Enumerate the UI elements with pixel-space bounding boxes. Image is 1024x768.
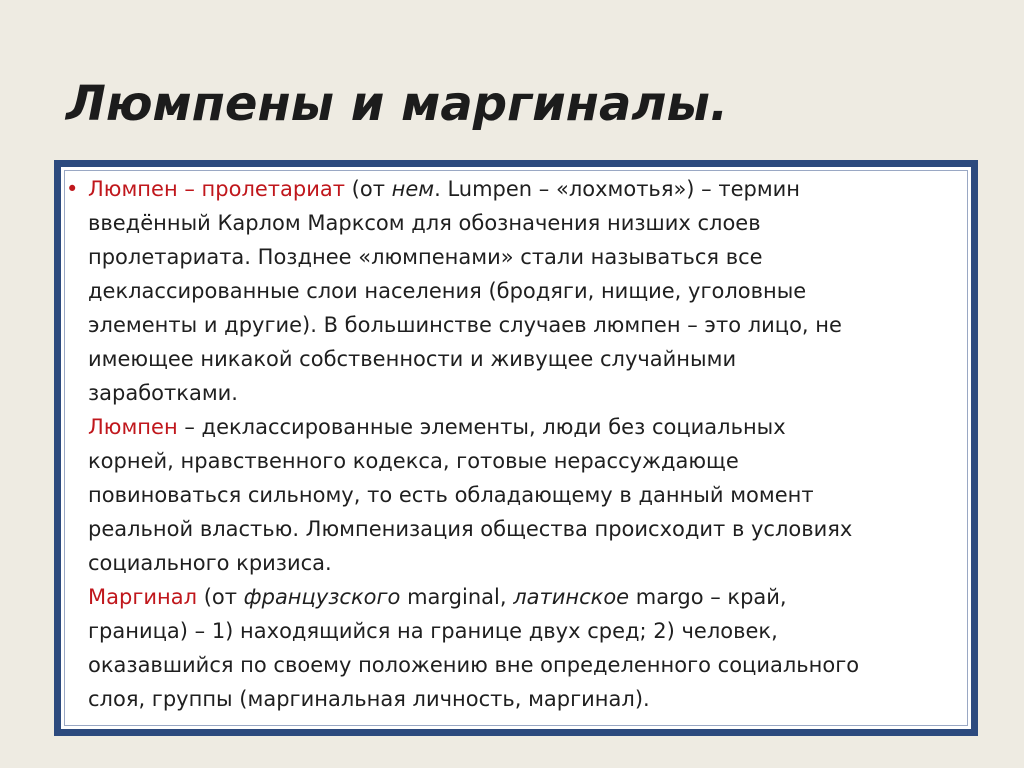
term-lumpen-proletariat: Люмпен – пролетариат	[88, 177, 345, 201]
p3-line-4: слоя, группы (маргинальная личность, маргинал).	[88, 687, 650, 711]
p2-line-1-rest: – деклассированные элементы, люди без социальных	[177, 415, 786, 439]
content-body	[88, 172, 968, 716]
p2-line-2: корней, нравственного кодекса, готовые нерассуждающе	[88, 449, 739, 473]
p3-line-1-c: marginal,	[400, 585, 514, 609]
p2-line-3: повиноваться сильному, то есть обладающему в данный момент	[88, 483, 814, 507]
p3-line-1-d: латинское	[513, 585, 630, 609]
p1-line-6: имеющее никакой собственности и живущее случайными	[88, 347, 737, 371]
p1-line-3: пролетариата. Позднее «люмпенами» стали называться все	[88, 245, 763, 269]
p1-line-7: заработками.	[88, 381, 238, 405]
p1-line-5: элементы и другие). В большинстве случаев люмпен – это лицо, не	[88, 313, 842, 337]
term-marginal: Маргинал	[88, 585, 198, 609]
p3-line-2: граница) – 1) находящийся на границе двух сред; 2) человек,	[88, 619, 778, 643]
p1-line-1-c: . Lumpen – «лохмотья») – термин	[434, 177, 801, 201]
slide-title: Люмпены и маргиналы.	[66, 76, 729, 132]
p1-line-4: деклассированные слои населения (бродяги, нищие, уголовные	[88, 279, 807, 303]
p1-line-1-a: (от	[344, 177, 392, 201]
p2-line-4: реальной властью. Люмпенизация общества происходит в условиях	[88, 517, 853, 541]
p2-line-5: социального кризиса.	[88, 551, 332, 575]
p2-line-1	[88, 410, 968, 444]
p3-line-1-e: margo – край,	[629, 585, 787, 609]
p3-line-1-b: французского	[243, 585, 401, 609]
p1-line-2: введённый Карлом Марксом для обозначения низших слоев	[88, 211, 761, 235]
p3-line-1-a: (от	[197, 585, 244, 609]
term-lumpen: Люмпен	[88, 415, 178, 439]
p3-line-1	[88, 580, 968, 614]
p3-line-3: оказавшийся по своему положению вне определенного социального	[88, 653, 860, 677]
p1-line-1	[88, 172, 968, 206]
p1-line-1-b: нем	[391, 177, 435, 201]
bullet-icon: •	[66, 177, 79, 201]
